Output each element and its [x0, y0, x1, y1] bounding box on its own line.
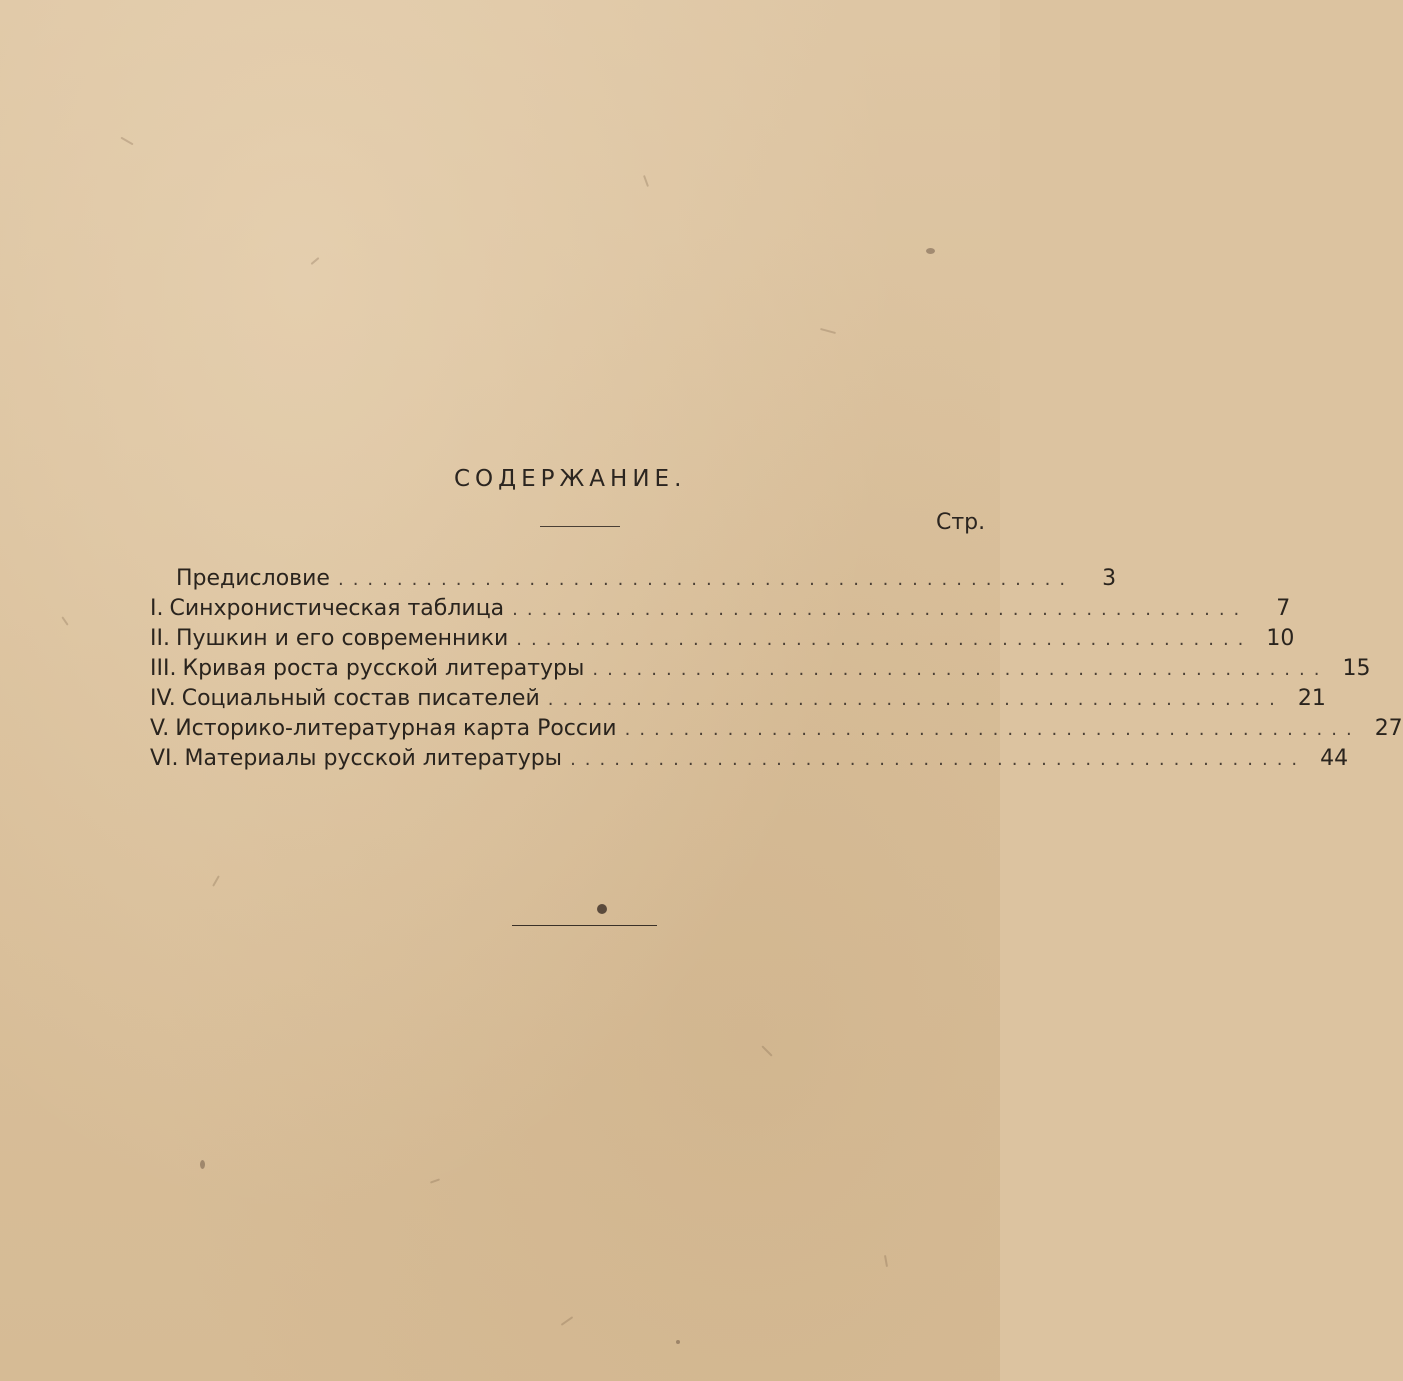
toc-entry-title: Материалы русской литературы [184, 746, 563, 771]
dot-leader: .................................................. [570, 749, 1307, 770]
heading-divider [540, 526, 620, 527]
paper-speck [676, 1340, 680, 1344]
paper-fiber [561, 1316, 574, 1326]
dot-leader: .................................................. [516, 629, 1253, 650]
paper-fiber [120, 137, 133, 146]
dot-leader: .................................................. [624, 719, 1361, 740]
toc-entry-2[interactable] [150, 626, 1295, 656]
toc-entry-5[interactable] [150, 716, 1403, 746]
ornament-dot [597, 904, 607, 914]
toc-entry-title: Пушкин и его современники [175, 626, 509, 651]
dot-leader: .................................................. [592, 659, 1329, 680]
toc-entry-number: III. [150, 656, 177, 681]
toc-entry-page: 15 [1342, 656, 1371, 681]
toc-entry-title: Историко-литературная карта России [175, 716, 617, 741]
toc-entry-title: Синхронистическая таблица [169, 596, 505, 621]
toc-entry-4[interactable] [150, 686, 1326, 716]
paper-fiber [884, 1255, 888, 1267]
paper-speck [200, 1160, 205, 1169]
toc-entry-page: 7 [1276, 596, 1291, 621]
toc-heading: СОДЕРЖАНИЕ. [454, 466, 687, 492]
toc-entry-title: Предисловие [176, 566, 330, 591]
paper-fiber [430, 1178, 440, 1183]
toc-entry-number: V. [150, 716, 170, 741]
paper-fiber [212, 875, 220, 886]
toc-entry-6[interactable] [150, 746, 1349, 776]
paper-speck [926, 248, 935, 254]
paper-fiber [61, 616, 68, 625]
toc-entry-3[interactable] [150, 656, 1371, 686]
page-column-label: Стр. [936, 510, 986, 535]
toc-entry-page: 3 [1102, 566, 1117, 591]
paper-fiber [643, 175, 649, 187]
toc-entry-page: 44 [1320, 746, 1349, 771]
paper-fiber [761, 1045, 772, 1056]
dot-leader: .................................................. [512, 599, 1249, 620]
paper-fiber [820, 328, 836, 334]
end-divider [512, 925, 657, 926]
toc-entry-title: Кривая роста русской литературы [182, 656, 585, 681]
toc-entry-number: I. [150, 596, 164, 621]
toc-entry-number: VI. [150, 746, 179, 771]
toc-entry-number: IV. [150, 686, 176, 711]
toc-entry-title: Социальный состав писателей [181, 686, 540, 711]
toc-entry-preface[interactable] [176, 566, 1117, 596]
toc-entry-number: II. [150, 626, 170, 651]
dot-leader: .................................................. [547, 689, 1284, 710]
dot-leader: .................................................. [337, 569, 1075, 590]
toc-entry-page: 10 [1266, 626, 1295, 651]
paper-fiber [311, 257, 320, 265]
toc-entry-page: 27 [1374, 716, 1403, 741]
toc-entry-page: 21 [1297, 686, 1326, 711]
toc-entry-1[interactable] [150, 596, 1291, 626]
